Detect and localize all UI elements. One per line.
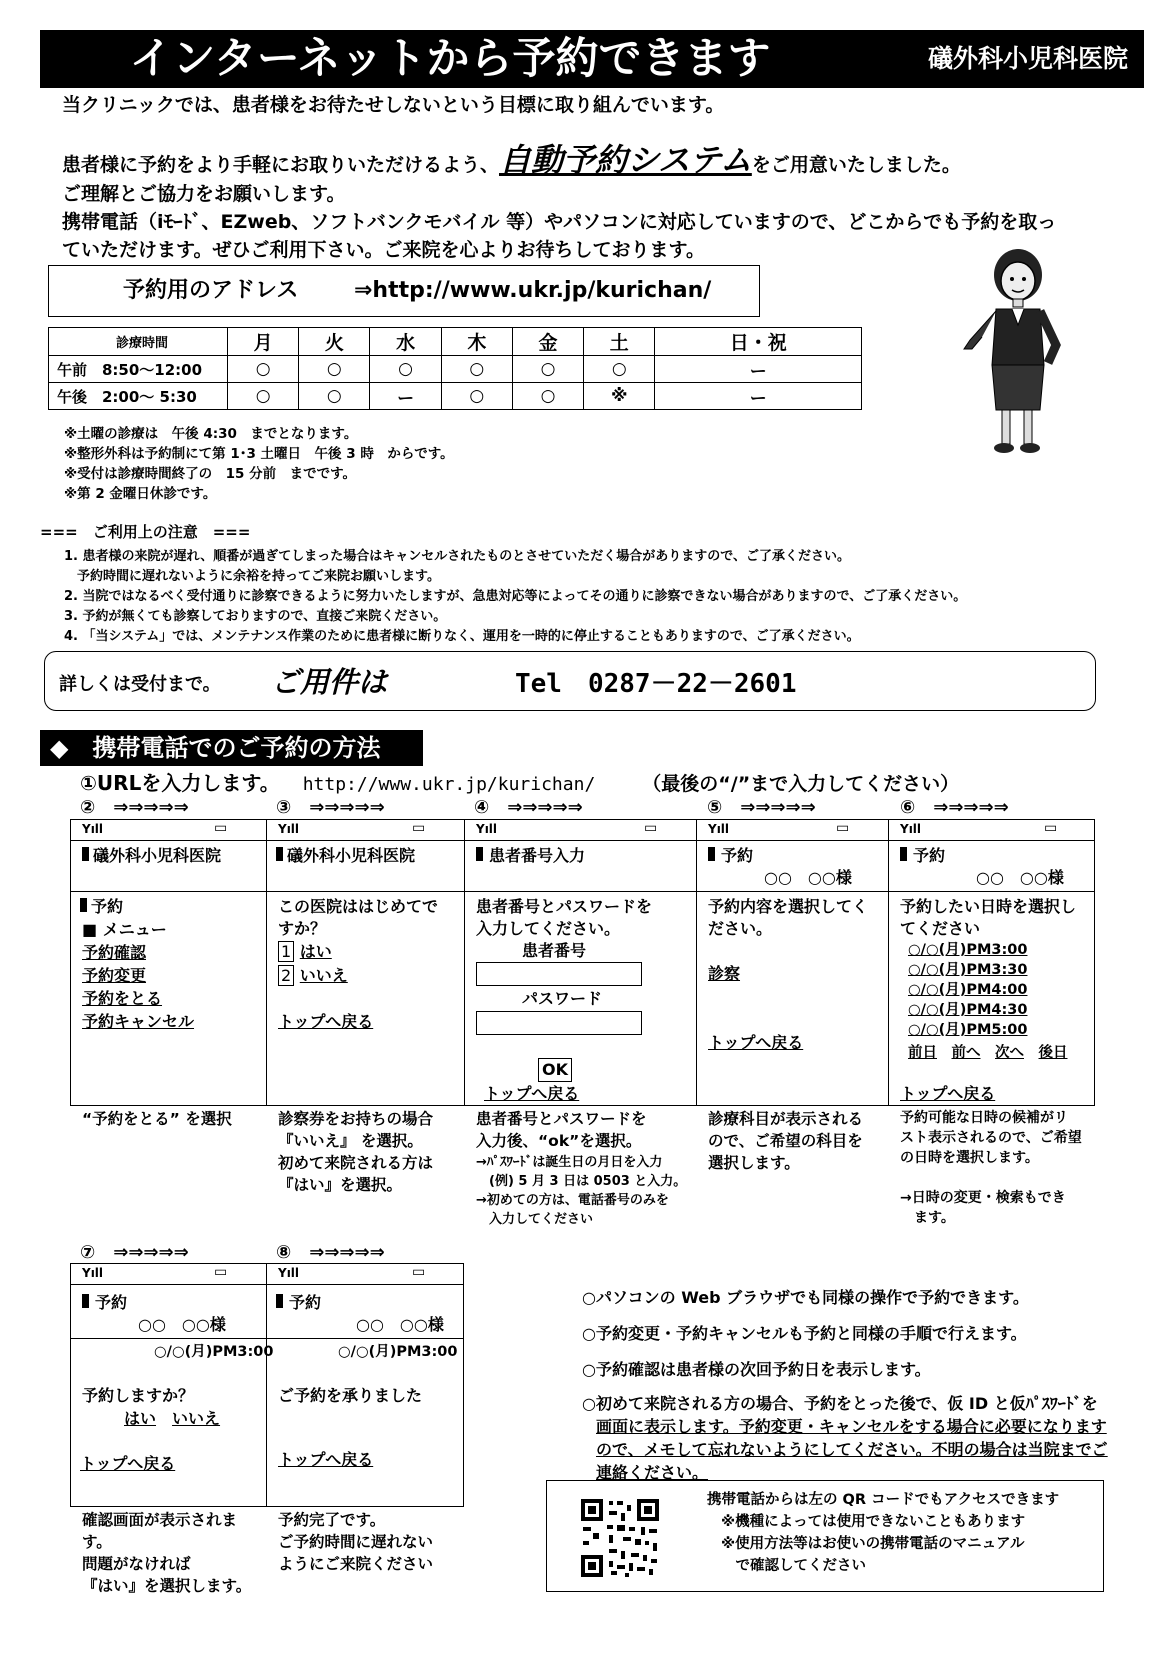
back-to-top-link[interactable]: トップへ戻る xyxy=(278,1012,374,1031)
s7-options xyxy=(124,1408,220,1430)
arrows: ⇒⇒⇒⇒⇒ xyxy=(309,797,385,818)
s6-name: ○○ ○○様 xyxy=(976,868,1064,887)
option-yes[interactable]: はい xyxy=(299,942,332,961)
usage-item: 1. 患者様の来院が遅れ、順番が過ぎてしまった場合はキャンセルされたものとさせていただく場合がありますので、ご了承ください。 xyxy=(64,549,851,564)
hours-cell: ー xyxy=(655,356,862,383)
s5-head-text: 予約 xyxy=(721,846,754,865)
s3-caption: 初めて来院される方は xyxy=(278,1154,434,1172)
time-slot-link[interactable]: ○/○(月)PM4:00 xyxy=(908,982,1028,998)
s2-caption: “予約をとる” を選択 xyxy=(82,1110,232,1128)
s7-question: 予約しますか？ xyxy=(82,1386,195,1405)
date-nav xyxy=(908,1041,1068,1062)
clinic-name: 礒外科小児科医院 xyxy=(927,44,1128,73)
confirm-no-link[interactable]: いいえ xyxy=(172,1409,221,1428)
time-slot-link[interactable]: ○/○(月)PM5:00 xyxy=(908,1022,1028,1038)
signal-icon: Yıll xyxy=(278,1266,300,1280)
s5-name: ○○ ○○様 xyxy=(764,868,852,887)
pc-note-4: 連絡ください。 xyxy=(596,1463,709,1482)
s8-head xyxy=(276,1292,321,1314)
hours-cell: ○ xyxy=(299,356,370,383)
time-slot-link[interactable]: ○/○(月)PM3:30 xyxy=(908,962,1028,978)
s7-name: ○○ ○○様 xyxy=(138,1315,226,1334)
hours-cell: ー xyxy=(655,383,862,410)
qr-box xyxy=(546,1480,1104,1592)
s6-head xyxy=(900,845,945,867)
s5-text: 予約内容を選択してく xyxy=(708,897,869,916)
qr-note: で確認してください xyxy=(721,1558,866,1574)
s6-caption-2: →日時の変更・検索もでき xyxy=(900,1190,1066,1206)
intro-line-4: 携帯電話（iﾓｰﾄﾞ、EZweb、ソフトバンクモバイル 等）やパソコンに対応していますので、どこからでも予約を取っ xyxy=(62,211,1057,233)
arrows: ⇒⇒⇒⇒⇒ xyxy=(933,797,1009,818)
s7-date: ○/○(月)PM3:00 xyxy=(154,1344,274,1360)
s8-caption: ご予約時間に遅れない xyxy=(278,1533,434,1551)
usage-item: 予約時間に遅れないように余裕を持ってご来院お願いします。 xyxy=(64,569,440,584)
s6-text: 予約したい日時を選択し xyxy=(900,897,1077,916)
s4-caption-small: 入力してください xyxy=(476,1212,594,1227)
phone-icon xyxy=(276,847,283,861)
step-1-label: ①URLを入力します。 xyxy=(80,771,280,795)
divider xyxy=(70,891,1095,892)
divider xyxy=(464,819,465,1106)
password-input[interactable] xyxy=(476,1011,642,1035)
phone-icon xyxy=(476,847,483,861)
arrows: ⇒⇒⇒⇒⇒ xyxy=(507,797,583,818)
back-to-top-link[interactable]: トップへ戻る xyxy=(80,1454,176,1473)
qr-code-icon[interactable] xyxy=(579,1497,661,1579)
signal-icon: Yıll xyxy=(278,822,300,836)
address-url[interactable]: ⇒http://www.ukr.jp/kurichan/ xyxy=(354,278,712,303)
step-number: ⑦ xyxy=(80,1242,96,1263)
signal-icon: Yıll xyxy=(900,822,922,836)
intro-line-5: ていただけます。ぜひご利用下さい。ご来院を心よりお待ちしております。 xyxy=(62,239,705,261)
hours-cell: ー xyxy=(370,383,441,410)
step-7-header xyxy=(80,1238,189,1264)
s3-head-text: 礒外科小児科医院 xyxy=(287,846,416,865)
s2-head-text: 礒外科小児科医院 xyxy=(93,846,222,865)
arrows: ⇒⇒⇒⇒⇒ xyxy=(113,797,189,818)
key-1: 1 xyxy=(278,941,294,962)
hours-cell: 午後 2:00〜 5:30 xyxy=(49,383,228,410)
contact-big: ご用件は xyxy=(271,665,388,699)
prev-day-link[interactable]: 前日 xyxy=(908,1045,937,1061)
usage-item: 3. 予約が無くても診察しておりますので、直接ご来院ください。 xyxy=(64,609,447,624)
phone-icon xyxy=(82,1294,89,1308)
pc-note: ○パソコンの Web ブラウザでも同様の操作で予約できます。 xyxy=(582,1288,1029,1307)
back-to-top-link[interactable]: トップへ戻る xyxy=(278,1450,374,1469)
s4-caption-small: →ﾊﾟｽﾜｰﾄﾞは誕生日の月日を入力 xyxy=(476,1155,663,1170)
s2-head xyxy=(82,845,221,867)
hours-table xyxy=(48,327,862,410)
battery-icon: ▭ xyxy=(836,820,850,836)
battery-icon: ▭ xyxy=(412,820,426,836)
s6-head-text: 予約 xyxy=(913,846,946,865)
key-2: 2 xyxy=(278,965,294,986)
patient-number-input[interactable] xyxy=(476,962,642,986)
s3-caption: 『いいえ』 を選択。 xyxy=(278,1132,423,1150)
step-2-header xyxy=(80,793,189,819)
s3-option-yes[interactable] xyxy=(278,941,332,963)
option-no[interactable]: いいえ xyxy=(299,966,348,985)
hours-cell: ○ xyxy=(584,356,655,383)
back-to-top-link[interactable]: トップへ戻る xyxy=(900,1084,996,1103)
hours-row-pm xyxy=(49,383,862,410)
hours-cell: ○ xyxy=(441,356,512,383)
hours-header-cell: 日・祝 xyxy=(655,328,862,356)
divider xyxy=(266,1263,267,1507)
ok-button[interactable]: OK xyxy=(538,1058,572,1082)
s6-caption: 予約可能な日時の候補がリ xyxy=(900,1110,1068,1126)
s8-message: ご予約を承りました xyxy=(278,1386,423,1405)
time-slot-link[interactable]: ○/○(月)PM3:00 xyxy=(908,942,1028,958)
hours-header-cell: 土 xyxy=(584,328,655,356)
divider xyxy=(70,1338,464,1339)
phone-icon xyxy=(900,847,907,861)
hours-header-cell: 木 xyxy=(441,328,512,356)
s5-head xyxy=(708,845,753,867)
s8-date: ○/○(月)PM3:00 xyxy=(338,1344,458,1360)
signal-icon: Yıll xyxy=(82,1266,104,1280)
battery-icon: ▭ xyxy=(644,820,658,836)
step-1-note: （最後の“/”まで入力してください） xyxy=(642,773,960,795)
hours-header-row xyxy=(49,328,862,356)
pc-note-4: ので、メモして忘れないようにしてください。不明の場合は当院までご xyxy=(596,1440,1108,1459)
s4-head xyxy=(476,845,585,867)
signal-icon: Yıll xyxy=(708,822,730,836)
hours-note: ※土曜の診療は 午後 4:30 までとなります。 xyxy=(64,426,358,442)
step-4-header xyxy=(474,793,583,819)
contact-box xyxy=(44,651,1096,711)
intro-line-2-post: をご用意いたしました。 xyxy=(751,154,961,176)
step-3-header xyxy=(276,793,385,819)
step-6-header xyxy=(900,793,1009,819)
link-reservation-cancel[interactable]: 予約キャンセル xyxy=(82,1012,195,1031)
s7-caption: 問題がなければ xyxy=(82,1555,191,1573)
confirm-yes-link[interactable]: はい xyxy=(124,1409,157,1428)
s4-caption-small: →初めての方は、電話番号のみを xyxy=(476,1193,669,1208)
step-1-url[interactable]: http://www.ukr.jp/kurichan/ xyxy=(302,774,596,795)
usage-item: 2. 当院ではなるべく受付通りに診察できるように努力いたしますが、急患対応等によってその通りに診察できない場合がありますので、ご了承ください。 xyxy=(64,589,967,604)
s4-caption-small: (例) 5 月 3 日は 0503 と入力。 xyxy=(476,1174,687,1189)
pc-note-4: ○初めて来院される方の場合、予約をとった後で、仮 ID と仮ﾊﾟｽﾜｰﾄﾞを xyxy=(582,1394,1098,1413)
arrows: ⇒⇒⇒⇒⇒ xyxy=(740,797,816,818)
s8-caption: 予約完了です。 xyxy=(278,1511,386,1529)
signal-icon: Yıll xyxy=(82,822,104,836)
phone-icon xyxy=(82,847,89,861)
header-banner xyxy=(40,30,1144,88)
step-number: ④ xyxy=(474,797,490,818)
qr-note: ※機種によっては使用できないこともあります xyxy=(721,1514,1026,1530)
s5-caption: 選択します。 xyxy=(708,1154,800,1172)
address-box xyxy=(48,265,760,317)
phone-icon xyxy=(708,847,715,861)
s4-caption: 患者番号とパスワードを xyxy=(476,1110,647,1128)
arrows: ⇒⇒⇒⇒⇒ xyxy=(113,1242,189,1263)
hours-cell: ○ xyxy=(228,356,299,383)
auto-reservation-system: 自動予約システム xyxy=(499,141,752,179)
s3-option-no[interactable] xyxy=(278,965,348,987)
s7-caption: す。 xyxy=(82,1533,112,1551)
step-number: ⑥ xyxy=(900,797,916,818)
intro-line-3: ご理解とご協力をお願いします。 xyxy=(62,183,346,205)
page-title: インターネットから予約できます xyxy=(129,34,771,84)
time-slot-link[interactable]: ○/○(月)PM4:30 xyxy=(908,1002,1028,1018)
s3-question-2: すか？ xyxy=(278,919,327,938)
hours-header-cell: 月 xyxy=(228,328,299,356)
s8-name: ○○ ○○様 xyxy=(356,1315,444,1334)
hours-header-cell: 火 xyxy=(299,328,370,356)
receptionist-illustration xyxy=(960,245,1080,460)
hours-note: ※受付は診療時間終了の 15 分前 までです。 xyxy=(64,466,357,482)
next-day-link[interactable]: 後日 xyxy=(1038,1045,1068,1061)
hours-cell: ○ xyxy=(370,356,441,383)
s5-text-2: ださい。 xyxy=(708,919,773,938)
hours-cell: ○ xyxy=(512,383,583,410)
next-link[interactable]: 次へ xyxy=(995,1045,1024,1061)
hours-cell: ○ xyxy=(441,383,512,410)
back-to-top-link[interactable]: トップへ戻る xyxy=(708,1033,804,1052)
hours-note: ※整形外科は予約制にて第 1･3 土曜日 午後 3 時 からです。 xyxy=(64,446,454,462)
hours-header-cell: 水 xyxy=(370,328,441,356)
link-reservation-change[interactable]: 予約変更 xyxy=(82,966,147,985)
hours-header-cell: 診療時間 xyxy=(49,328,228,356)
battery-icon: ▭ xyxy=(214,1264,228,1280)
step-number: ③ xyxy=(276,797,292,818)
link-reservation-check[interactable]: 予約確認 xyxy=(82,943,147,962)
s6-caption: の日時を選択します。 xyxy=(900,1150,1039,1166)
department-link[interactable]: 診察 xyxy=(708,964,741,983)
s8-head-text: 予約 xyxy=(289,1293,322,1312)
signal-icon: Yıll xyxy=(476,822,498,836)
usage-item: 4. 「当システム」では、メンテナンス作業のために患者様に断りなく、運用を一時的に停止することもありますので、ご了承ください。 xyxy=(64,629,860,644)
hours-cell: ○ xyxy=(512,356,583,383)
s4-caption: 入力後、“ok”を選択。 xyxy=(476,1132,642,1150)
address-label: 予約用のアドレス xyxy=(123,278,299,303)
contact-small: 詳しくは受付まで。 xyxy=(59,674,221,695)
s2-menu: ■ メニュー xyxy=(82,920,167,939)
contact-tel[interactable]: Tel 0287－22－2601 xyxy=(515,669,797,699)
s7-head xyxy=(82,1292,127,1314)
battery-icon: ▭ xyxy=(214,820,228,836)
s2-sub xyxy=(80,896,123,918)
battery-icon: ▭ xyxy=(1044,820,1058,836)
hours-note: ※第 2 金曜日休診です。 xyxy=(64,486,217,502)
qr-note: 携帯電話からは左の QR コードでもアクセスできます xyxy=(707,1492,1060,1508)
pc-note: ○予約確認は患者様の次回予約日を表示します。 xyxy=(582,1360,931,1379)
intro-line-1: 当クリニックでは、患者様をお待たせしないという目標に取り組んでいます。 xyxy=(62,94,725,116)
arrows: ⇒⇒⇒⇒⇒ xyxy=(309,1242,385,1263)
s8-caption: ようにご来院ください xyxy=(278,1555,434,1573)
divider xyxy=(70,1284,464,1285)
hours-header-cell: 金 xyxy=(512,328,583,356)
s5-caption: ので、ご希望の科目を xyxy=(708,1132,863,1150)
hours-cell: ○ xyxy=(228,383,299,410)
divider xyxy=(266,819,267,1106)
qr-note: ※使用方法等はお使いの携帯電話のマニュアル xyxy=(721,1536,1025,1552)
usage-title: === ご利用上の注意 === xyxy=(40,523,251,541)
s6-caption: スト表示されるので、ご希望 xyxy=(900,1130,1082,1146)
s7-head-text: 予約 xyxy=(95,1293,128,1312)
s3-caption: 診察券をお持ちの場合 xyxy=(278,1110,434,1128)
divider xyxy=(696,819,697,1106)
s3-question: この医院ははじめてで xyxy=(278,897,439,916)
s4-text-2: 入力してください。 xyxy=(476,919,621,938)
phone-icon xyxy=(276,1294,283,1308)
step-1 xyxy=(80,767,959,796)
phone-icon xyxy=(80,898,87,912)
s4-head-text: 患者番号入力 xyxy=(489,846,586,865)
step-8-header xyxy=(276,1238,385,1264)
hours-row-am xyxy=(49,356,862,383)
intro-line-2 xyxy=(62,141,961,179)
hours-cell: ○ xyxy=(299,383,370,410)
link-make-reservation[interactable]: 予約をとる xyxy=(82,989,163,1008)
step-number: ② xyxy=(80,797,96,818)
s5-caption: 診療科目が表示される xyxy=(708,1110,864,1128)
prev-link[interactable]: 前へ xyxy=(951,1045,981,1061)
hours-cell: ※ xyxy=(584,383,655,410)
intro-line-2-pre: 患者様に予約をより手軽にお取りいただけるよう、 xyxy=(62,154,500,176)
s7-caption: 確認画面が表示されま xyxy=(82,1511,238,1529)
pc-note-4: 画面に表示します。予約変更・キャンセルをする場合に必要になります xyxy=(596,1417,1107,1436)
s2-sub-text: 予約 xyxy=(91,897,124,916)
step-5-header xyxy=(707,793,816,819)
step-number: ⑧ xyxy=(276,1242,292,1263)
divider xyxy=(70,840,1095,841)
back-to-top-link[interactable]: トップへ戻る xyxy=(484,1084,580,1103)
step-number: ⑤ xyxy=(707,797,723,818)
s4-text: 患者番号とパスワードを xyxy=(476,897,653,916)
s3-head xyxy=(276,845,415,867)
s6-text-2: てください xyxy=(900,919,981,938)
pc-note: ○予約変更・予約キャンセルも予約と同様の手順で行えます。 xyxy=(582,1324,1027,1343)
s7-caption: 『はい』を選択します。 xyxy=(82,1577,252,1595)
s3-caption: 『はい』を選択。 xyxy=(278,1176,403,1194)
mobile-section-title: ◆ 携帯電話でのご予約の方法 xyxy=(40,730,423,766)
hours-cell: 午前 8:50〜12:00 xyxy=(49,356,228,383)
s6-caption-2: ます。 xyxy=(900,1210,955,1226)
divider xyxy=(888,819,889,1106)
password-label: パスワード xyxy=(522,989,603,1008)
patient-number-label: 患者番号 xyxy=(522,941,587,960)
battery-icon: ▭ xyxy=(412,1264,426,1280)
